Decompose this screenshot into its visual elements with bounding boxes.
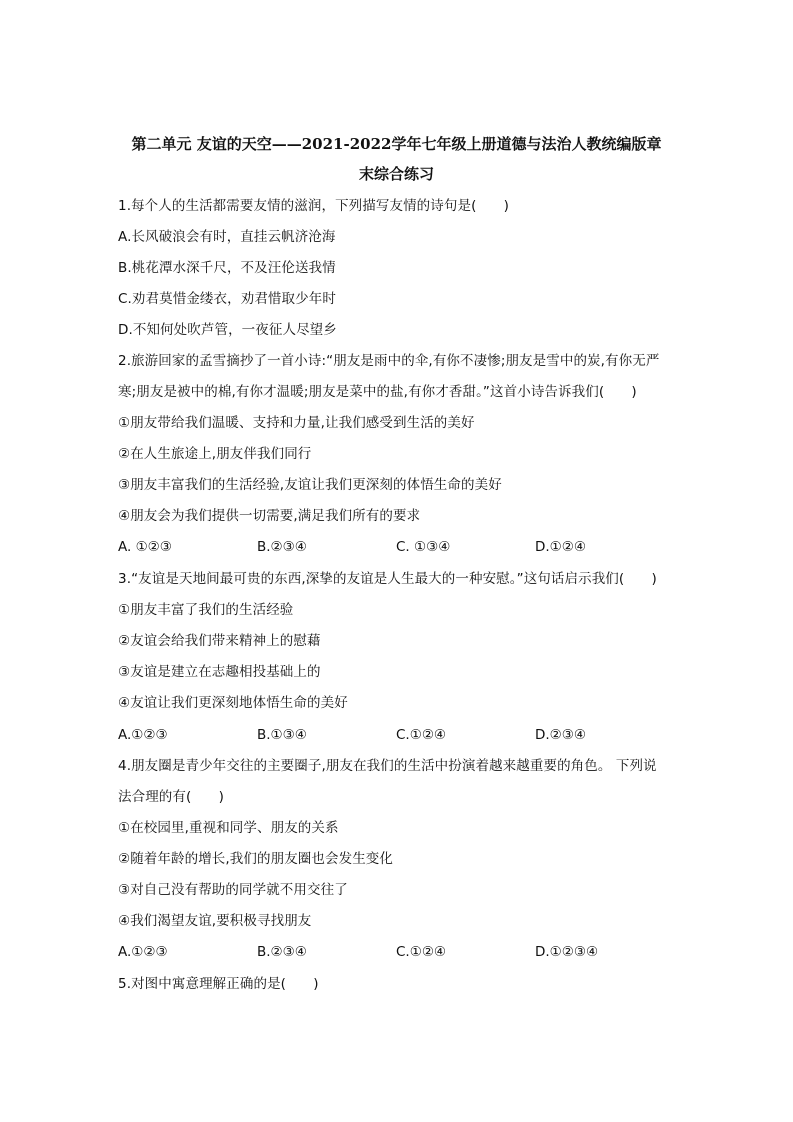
question-1-stem: 1.每个人的生活都需要友情的滋润，下列描写友情的诗句是( ) — [118, 198, 510, 214]
question-4-statement-2: ②随着年龄的增长,我们的朋友圈也会发生变化 — [118, 851, 393, 867]
question-2-statement-2: ②在人生旅途上,朋友伴我们同行 — [118, 446, 312, 462]
question-3-stem: 3.“友谊是天地间最可贵的东西,深挚的友谊是人生最大的一种安慰。”这句话启示我们( ) — [118, 571, 657, 587]
question-2-option-c: C. ①③④ — [396, 539, 451, 555]
question-4-option-c: C.①②④ — [396, 944, 447, 960]
question-5-stem: 5.对图中寓意理解正确的是( ) — [118, 976, 319, 992]
question-4-stem-line-2: 法合理的有( ) — [118, 789, 224, 805]
question-4-statement-3: ③对自己没有帮助的同学就不用交往了 — [118, 882, 348, 898]
question-3-option-a: A.①②③ — [118, 727, 168, 743]
question-2-statement-4: ④朋友会为我们提供一切需要,满足我们所有的要求 — [118, 508, 421, 524]
question-3-statement-3: ③友谊是建立在志趣相投基础上的 — [118, 664, 321, 680]
document-title-line-2: 末综合练习 — [358, 165, 434, 183]
question-1-option-c: C.劝君莫惜金缕衣，劝君惜取少年时 — [118, 291, 336, 307]
question-2-stem-line-2: 寒;朋友是被中的棉,有你才温暖;朋友是菜中的盐,有你才香甜。”这首小诗告诉我们( ) — [118, 384, 637, 400]
question-4-stem-line-1: 4.朋友圈是青少年交往的主要圈子,朋友在我们的生活中扮演着越来越重要的角色。 下列说 — [118, 758, 657, 774]
question-1-option-b: B.桃花潭水深千尺，不及汪伦送我情 — [118, 260, 336, 276]
question-3-statement-1: ①朋友丰富了我们的生活经验 — [118, 602, 294, 618]
question-4-option-a: A.①②③ — [118, 944, 168, 960]
question-1-option-a: A.长风破浪会有时，直挂云帆济沧海 — [118, 229, 336, 245]
question-2-option-b: B.②③④ — [257, 539, 307, 555]
question-2-option-d: D.①②④ — [535, 539, 586, 555]
question-4-option-d: D.①②③④ — [535, 944, 599, 960]
question-1-option-d: D.不知何处吹芦管，一夜征人尽望乡 — [118, 322, 337, 338]
question-2-statement-1: ①朋友带给我们温暖、支持和力量,让我们感受到生活的美好 — [118, 415, 475, 431]
question-3-statement-4: ④友谊让我们更深刻地体悟生命的美好 — [118, 695, 348, 711]
question-3-option-b: B.①③④ — [257, 727, 307, 743]
question-2-option-a: A. ①②③ — [118, 539, 172, 555]
question-4-statement-1: ①在校园里,重视和同学、朋友的关系 — [118, 820, 339, 836]
question-2-statement-3: ③朋友丰富我们的生活经验,友谊让我们更深刻的体悟生命的美好 — [118, 477, 502, 493]
question-4-option-b: B.②③④ — [257, 944, 307, 960]
question-3-option-d: D.②③④ — [535, 727, 586, 743]
question-4-statement-4: ④我们渴望友谊,要积极寻找朋友 — [118, 913, 312, 929]
question-3-statement-2: ②友谊会给我们带来精神上的慰藉 — [118, 633, 321, 649]
document-title-line-1: 第二单元 友谊的天空——2021-2022学年七年级上册道德与法治人教统编版章 — [131, 135, 662, 153]
question-3-option-c: C.①②④ — [396, 727, 447, 743]
question-2-stem-line-1: 2.旅游回家的孟雪摘抄了一首小诗:“朋友是雨中的伞,有你不凄惨;朋友是雪中的炭,有你无严 — [118, 353, 660, 369]
